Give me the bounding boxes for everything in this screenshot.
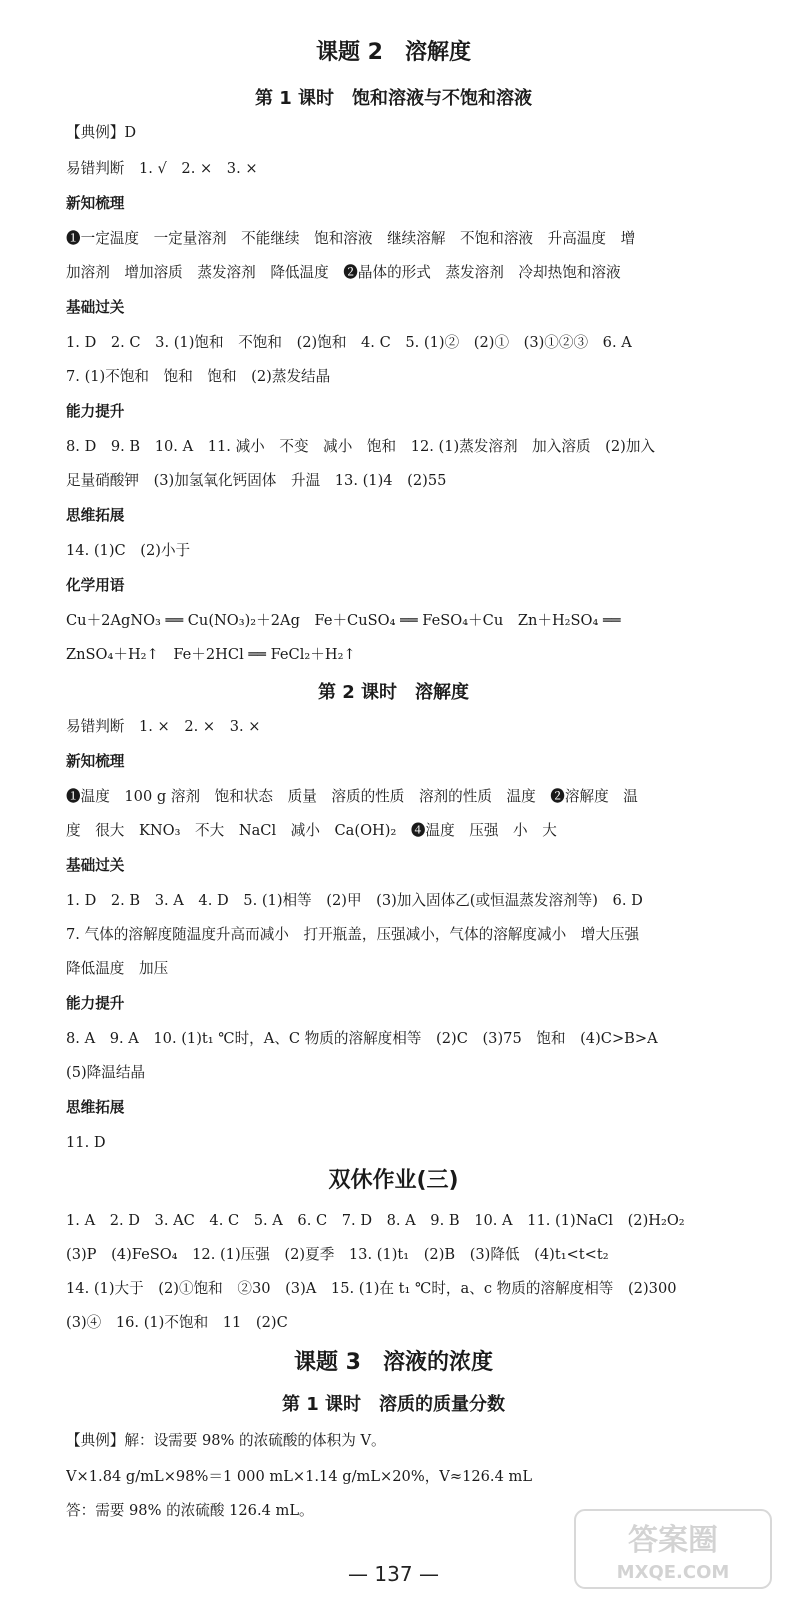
answer-line: 8. A 9. A 10. (1)t₁ ℃时，A、C 物质的溶解度相等 (2)C (3)75 饱和 (4)C>B>A: [66, 1030, 658, 1047]
answer-line: 度 很大 KNO₃ 不大 NaCl 减小 Ca(OH)₂ ❹温度 压强 小 大: [66, 822, 557, 839]
answer-line: 1. A 2. D 3. AC 4. C 5. A 6. C 7. D 8. A 9. B 10. A 11. (1)NaCl (2)H₂O₂: [66, 1212, 685, 1229]
lesson-1-title: 第 1 课时 饱和溶液与不饱和溶液: [254, 88, 533, 109]
answer-line: 足量硝酸钾 (3)加氢氧化钙固体 升温 13. (1)4 (2)55: [66, 472, 447, 489]
svg-text:MXQE.COM: MXQE.COM: [616, 1562, 730, 1583]
error-judgement-line: 易错判断 1. √ 2. × 3. ×: [66, 160, 258, 177]
section-heading-basic: 基础过关: [66, 857, 125, 874]
section-heading-thinking: 思维拓展: [66, 507, 125, 524]
section-heading-chemistry-terms: 化学用语: [66, 577, 125, 594]
answer-line: (3)P (4)FeSO₄ 12. (1)压强 (2)夏季 13. (1)t₁ (2)B (3)降低 (4)t₁<t<t₂: [66, 1246, 609, 1263]
equation-line: ZnSO₄＋H₂↑ Fe＋2HCl ══ FeCl₂＋H₂↑: [66, 646, 356, 663]
lesson-2-title: 第 2 课时 溶解度: [317, 682, 470, 703]
equation-line: Cu＋2AgNO₃ ══ Cu(NO₃)₂＋2Ag Fe＋CuSO₄ ══ FeSO₄＋Cu Zn＋H₂SO₄ ══: [66, 612, 621, 629]
answer-line: ❶一定温度 一定量溶剂 不能继续 饱和溶液 继续溶解 不饱和溶液 升高温度 增: [66, 230, 636, 247]
svg-text:答案圈: 答案圈: [628, 1523, 718, 1558]
page-number-value: 137: [374, 1562, 413, 1586]
example-solution-line: 答：需要 98% 的浓硫酸 126.4 mL。: [66, 1502, 314, 1519]
watermark-logo: [573, 1508, 773, 1590]
answer-line: 降低温度 加压: [66, 960, 169, 977]
answer-line: 14. (1)C (2)小于: [66, 542, 191, 559]
example-answer: 【典例】D: [66, 124, 137, 141]
answer-line: 7. (1)不饱和 饱和 饱和 (2)蒸发结晶: [66, 368, 331, 385]
topic-3-title: 课题 3 溶液的浓度: [294, 1350, 493, 1375]
section-heading-ability: 能力提升: [66, 403, 125, 420]
page-number: — 137 —: [348, 1562, 439, 1586]
answer-line: ❶温度 100 g 溶剂 饱和状态 质量 溶质的性质 溶剂的性质 温度 ❷溶解度 温: [66, 788, 638, 805]
answer-line: 14. (1)大于 (2)①饱和 ②30 (3)A 15. (1)在 t₁ ℃时，a、c 物质的溶解度相等 (2)300: [66, 1280, 677, 1297]
answer-line: 8. D 9. B 10. A 11. 减小 不变 减小 饱和 12. (1)蒸发溶剂 加入溶质 (2)加入: [66, 438, 656, 455]
answer-line: 1. D 2. C 3. (1)饱和 不饱和 (2)饱和 4. C 5. (1)② (2)① (3)①②③ 6. A: [66, 334, 632, 351]
section-heading-new-knowledge: 新知梳理: [66, 195, 125, 212]
example-solution-line: 【典例】解：设需要 98% 的浓硫酸的体积为 V。: [66, 1432, 386, 1449]
answer-line: 11. D: [66, 1134, 106, 1151]
answer-line: 加溶剂 增加溶质 蒸发溶剂 降低温度 ❷晶体的形式 蒸发溶剂 冷却热饱和溶液: [66, 264, 621, 281]
section-heading-ability: 能力提升: [66, 995, 125, 1012]
answer-line: 1. D 2. B 3. A 4. D 5. (1)相等 (2)甲 (3)加入固体乙(或恒温蒸发溶剂等) 6. D: [66, 892, 643, 909]
answer-line: (5)降温结晶: [66, 1064, 146, 1081]
topic-3-lesson-1-title: 第 1 课时 溶质的质量分数: [281, 1394, 506, 1415]
answer-line: (3)④ 16. (1)不饱和 11 (2)C: [66, 1314, 288, 1331]
example-solution-line: V×1.84 g/mL×98%＝1 000 mL×1.14 g/mL×20%，V≈126.4 mL: [66, 1468, 533, 1485]
section-heading-basic: 基础过关: [66, 299, 125, 316]
error-judgement-line: 易错判断 1. × 2. × 3. ×: [66, 718, 261, 735]
section-heading-thinking: 思维拓展: [66, 1099, 125, 1116]
section-heading-new-knowledge: 新知梳理: [66, 753, 125, 770]
topic-2-title: 课题 2 溶解度: [316, 40, 471, 65]
answer-line: 7. 气体的溶解度随温度升高而减小 打开瓶盖，压强减小，气体的溶解度减小 增大压强: [66, 926, 640, 943]
weekend-homework-title: 双休作业(三): [328, 1168, 459, 1193]
